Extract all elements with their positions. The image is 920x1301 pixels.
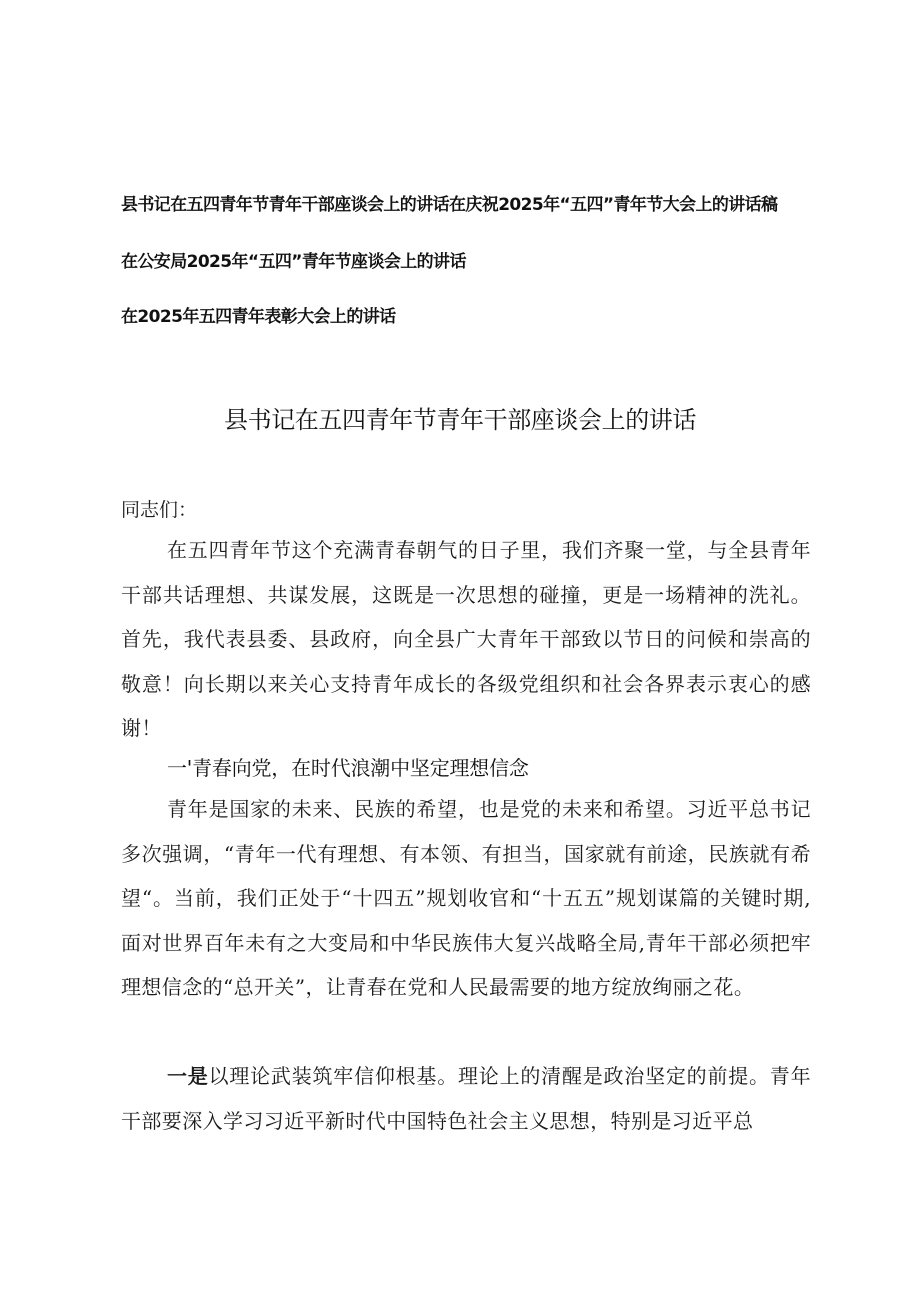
toc-entry-3: 在2025年五四青年表彰大会上的讲话 bbox=[121, 307, 396, 327]
document-title: 县书记在五四青年节青年干部座谈会上的讲话 bbox=[224, 406, 696, 434]
intro-paragraph: 在五四青年节这个充满青春朝气的日子里，我们齐聚一堂，与全县青年干部共话理想、共谋发展，这既是一次思想的碰撞，更是一场精神的洗礼。首先，我代表县委、县政府，向全县广大青年干部致以节日的问候和崇高的敬意！向长期以来关心支持青年成长的各级党组织和社会各界表示衷心的感谢！ bbox=[121, 538, 811, 740]
point-1-paragraph bbox=[121, 1054, 811, 1143]
salutation: 同志们： bbox=[121, 499, 198, 521]
toc-entry-2: 在公安局2025年“五四”青年节座谈会上的讲话 bbox=[121, 252, 466, 272]
section-1-paragraph: 青年是国家的未来、民族的希望，也是党的未来和希望。习近平总书记多次强调，“青年一代有理想、有本领、有担当，国家就有前途，民族就有希望“。当前，我们正处于“十四五”规划收官和“十五五”规划谋篇的关键时期,面对世界百年未有之大变局和中华民族伟大复兴战略全局,青年干部必须把牢理想信念的“总开关”，让青春在党和人民最需要的地方绽放绚丽之花。 bbox=[121, 797, 811, 999]
point-1-lead: 一是 bbox=[167, 1064, 209, 1088]
point-1-text: 以理论武装筑牢信仰根基。理论上的清醒是政治坚定的前提。青年干部要深入学习习近平新时代中国特色社会主义思想，特别是习近平总 bbox=[121, 1064, 811, 1133]
section-heading-1: 一'青春向党，在时代浪潮中坚定理想信念 bbox=[167, 756, 529, 780]
toc-entry-1: 县书记在五四青年节青年干部座谈会上的讲话在庆祝2025年“五四”青年节大会上的讲话稿 bbox=[121, 195, 778, 215]
